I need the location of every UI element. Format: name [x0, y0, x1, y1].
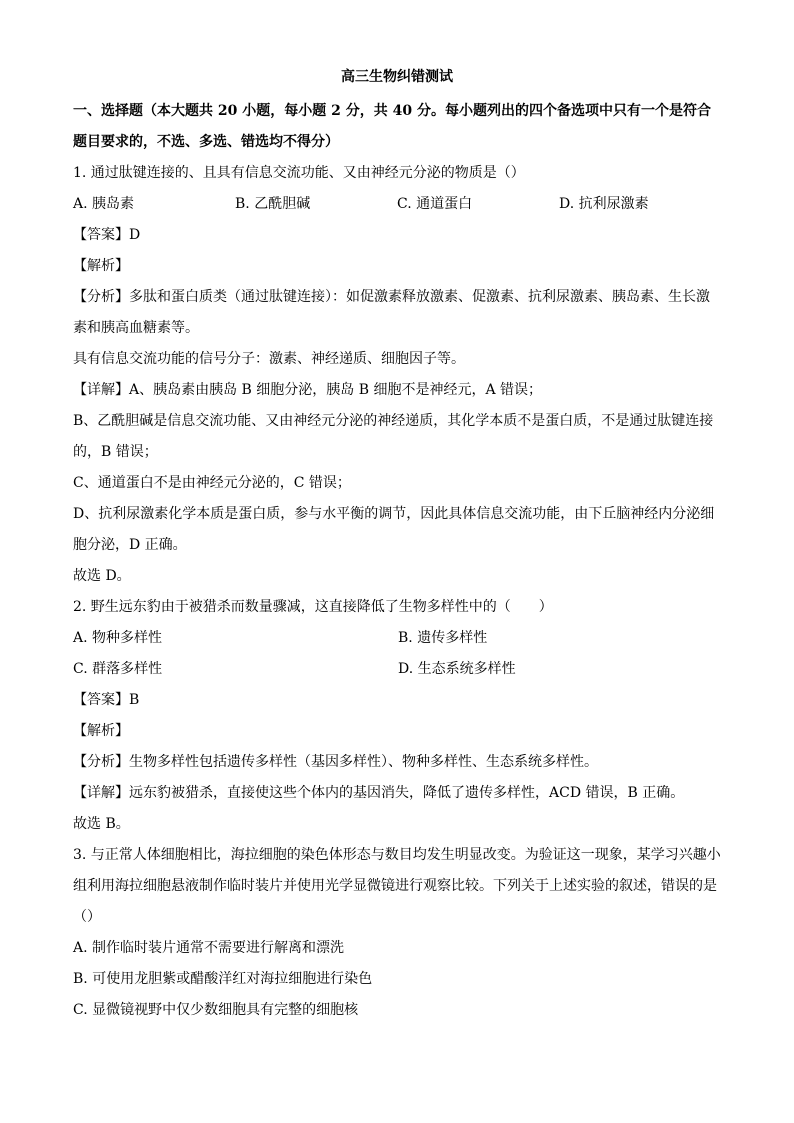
- jiexi-label: 【解析】: [73, 723, 129, 739]
- question-1: [73, 158, 723, 592]
- option-c: C. 显微镜视野中仅少数细胞具有完整的细胞核: [73, 1002, 359, 1018]
- option-d: D. 生态系统多样性: [398, 661, 516, 677]
- analysis-text: 【分析】生物多样性包括遗传多样性（基因多样性）、物种多样性、生态系统多样性。: [73, 754, 598, 770]
- option-list: [73, 623, 723, 654]
- document-body: [73, 96, 723, 1026]
- detail-text: D、抗利尿激素化学本质是蛋白质，参与水平衡的调节，因此具体信息交流功能，由下丘脑神经内分泌细胞分泌，D 正确。: [73, 506, 715, 553]
- question-stem: 2. 野生远东豹由于被猎杀而数量骤减，这直接降低了生物多样性中的（ ）: [73, 599, 553, 615]
- answer: 【答案】B: [73, 692, 140, 708]
- question-stem: 3. 与正常人体细胞相比，海拉细胞的染色体形态与数目均发生明显改变。为验证这一现象，某学习兴趣小组利用海拉细胞悬液制作临时装片并使用光学显微镜进行观察比较。下列关于上述实验的叙述，错误的是（）: [73, 847, 721, 925]
- answer: 【答案】D: [73, 227, 141, 243]
- option-list: [73, 654, 723, 685]
- option-a: A. 胰岛素: [73, 196, 135, 212]
- section-heading: 一、选择题（本大题共 20 小题，每小题 2 分，共 40 分。每小题列出的四个备选项中只有一个是符合题目要求的，不选、多选、错选均不得分）: [73, 103, 711, 150]
- option-list: [73, 189, 723, 220]
- option-c: C. 群落多样性: [73, 661, 163, 677]
- analysis-text: 【分析】多肽和蛋白质类（通过肽键连接）：如促激素释放激素、促激素、抗利尿激素、胰岛素、生长激素和胰高血糖素等。: [73, 289, 710, 336]
- conclusion: 故选 D。: [73, 568, 131, 584]
- option-a: A. 物种多样性: [73, 630, 163, 646]
- conclusion: 故选 B。: [73, 816, 130, 832]
- option-b: B. 可使用龙胆紫或醋酸洋红对海拉细胞进行染色: [73, 971, 373, 987]
- question-2: [73, 592, 723, 840]
- question-stem: 1. 通过肽键连接的、且具有信息交流功能、又由神经元分泌的物质是（）: [73, 165, 525, 181]
- question-3: [73, 840, 723, 1026]
- option-b: B. 遗传多样性: [398, 630, 488, 646]
- detail-text: B、乙酰胆碱是信息交流功能、又由神经元分泌的神经递质，其化学本质不是蛋白质，不是通过肽键连接的，B 错误；: [73, 413, 714, 460]
- detail-text: C、通道蛋白不是由神经元分泌的，C 错误；: [73, 475, 351, 491]
- option-a: A. 制作临时装片通常不需要进行解离和漂洗: [73, 940, 345, 956]
- option-d: D. 抗利尿激素: [559, 196, 649, 212]
- page-title: 高三生物纠错测试: [341, 69, 453, 85]
- option-c: C. 通道蛋白: [397, 196, 473, 212]
- option-b: B. 乙酰胆碱: [235, 196, 311, 212]
- jiexi-label: 【解析】: [73, 258, 129, 274]
- detail-text: 【详解】远东豹被猎杀，直接使这些个体内的基因消失，降低了遗传多样性，ACD 错误，B 正确。: [73, 785, 685, 801]
- analysis-text: 具有信息交流功能的信号分子：激素、神经递质、细胞因子等。: [73, 351, 465, 367]
- detail-text: 【详解】A、胰岛素由胰岛 B 细胞分泌，胰岛 B 细胞不是神经元，A 错误；: [73, 382, 543, 398]
